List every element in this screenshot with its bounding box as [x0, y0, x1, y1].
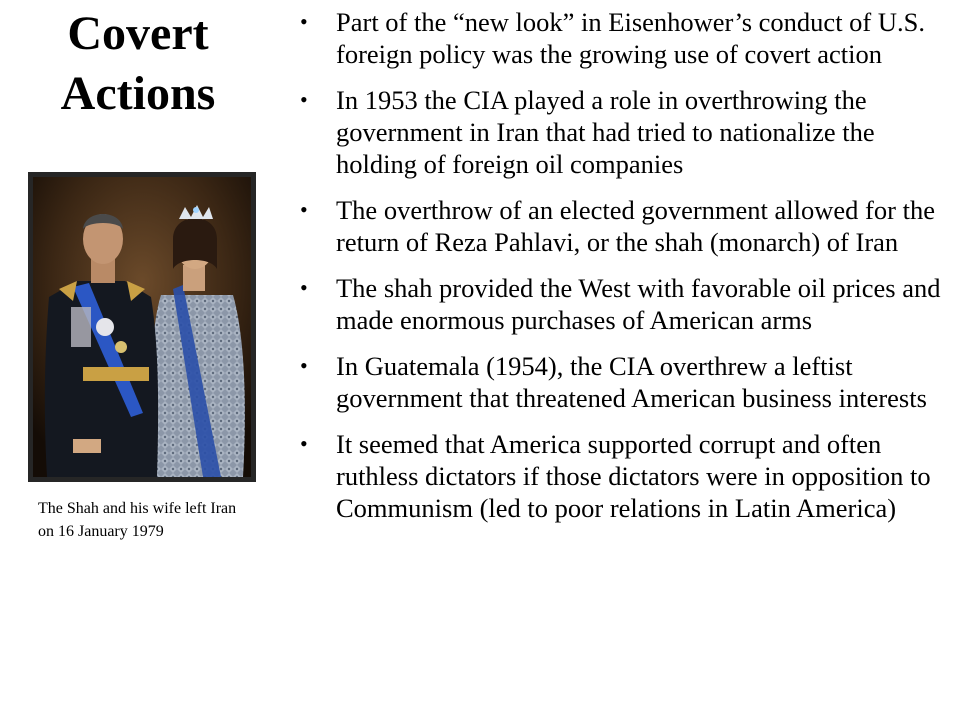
bullet-marker: •	[300, 9, 308, 34]
bullet-text: The shah provided the West with favorable oil prices and made enormous purchases of American arms	[336, 273, 941, 335]
slide-title	[30, 4, 246, 124]
bullet-item	[294, 350, 954, 414]
bullet-text: In 1953 the CIA played a role in overthrowing the government in Iran that had tried to nationalize the holding of foreign oil companies	[336, 85, 875, 179]
portrait-photo	[28, 172, 256, 482]
bullet-item	[294, 6, 954, 70]
portrait-illustration	[33, 177, 251, 477]
bullet-marker: •	[300, 353, 308, 378]
bullet-marker: •	[300, 431, 308, 456]
slide-title-line-2: Actions	[60, 67, 216, 120]
bullet-item	[294, 84, 954, 180]
bullet-marker: •	[300, 87, 308, 112]
bullet-marker: •	[300, 275, 308, 300]
bullet-item	[294, 194, 954, 258]
bullet-text: In Guatemala (1954), the CIA overthrew a leftist government that threatened American business interests	[336, 351, 927, 413]
bullet-item	[294, 428, 954, 524]
bullet-text: Part of the “new look” in Eisenhower’s conduct of U.S. foreign policy was the growing use of covert action	[336, 7, 926, 69]
bullet-item	[294, 272, 954, 336]
bullet-text: The overthrow of an elected government allowed for the return of Reza Pahlavi, or the shah (monarch) of Iran	[336, 195, 935, 257]
bullet-marker: •	[300, 197, 308, 222]
bullet-text: It seemed that America supported corrupt and often ruthless dictators if those dictators were in opposition to Communism (led to poor relations in Latin America)	[336, 429, 931, 523]
photo-caption: The Shah and his wife left Iran on 16 January 1979	[38, 500, 237, 540]
bullet-list	[294, 6, 954, 538]
slide-title-line-1: Covert	[67, 7, 209, 60]
